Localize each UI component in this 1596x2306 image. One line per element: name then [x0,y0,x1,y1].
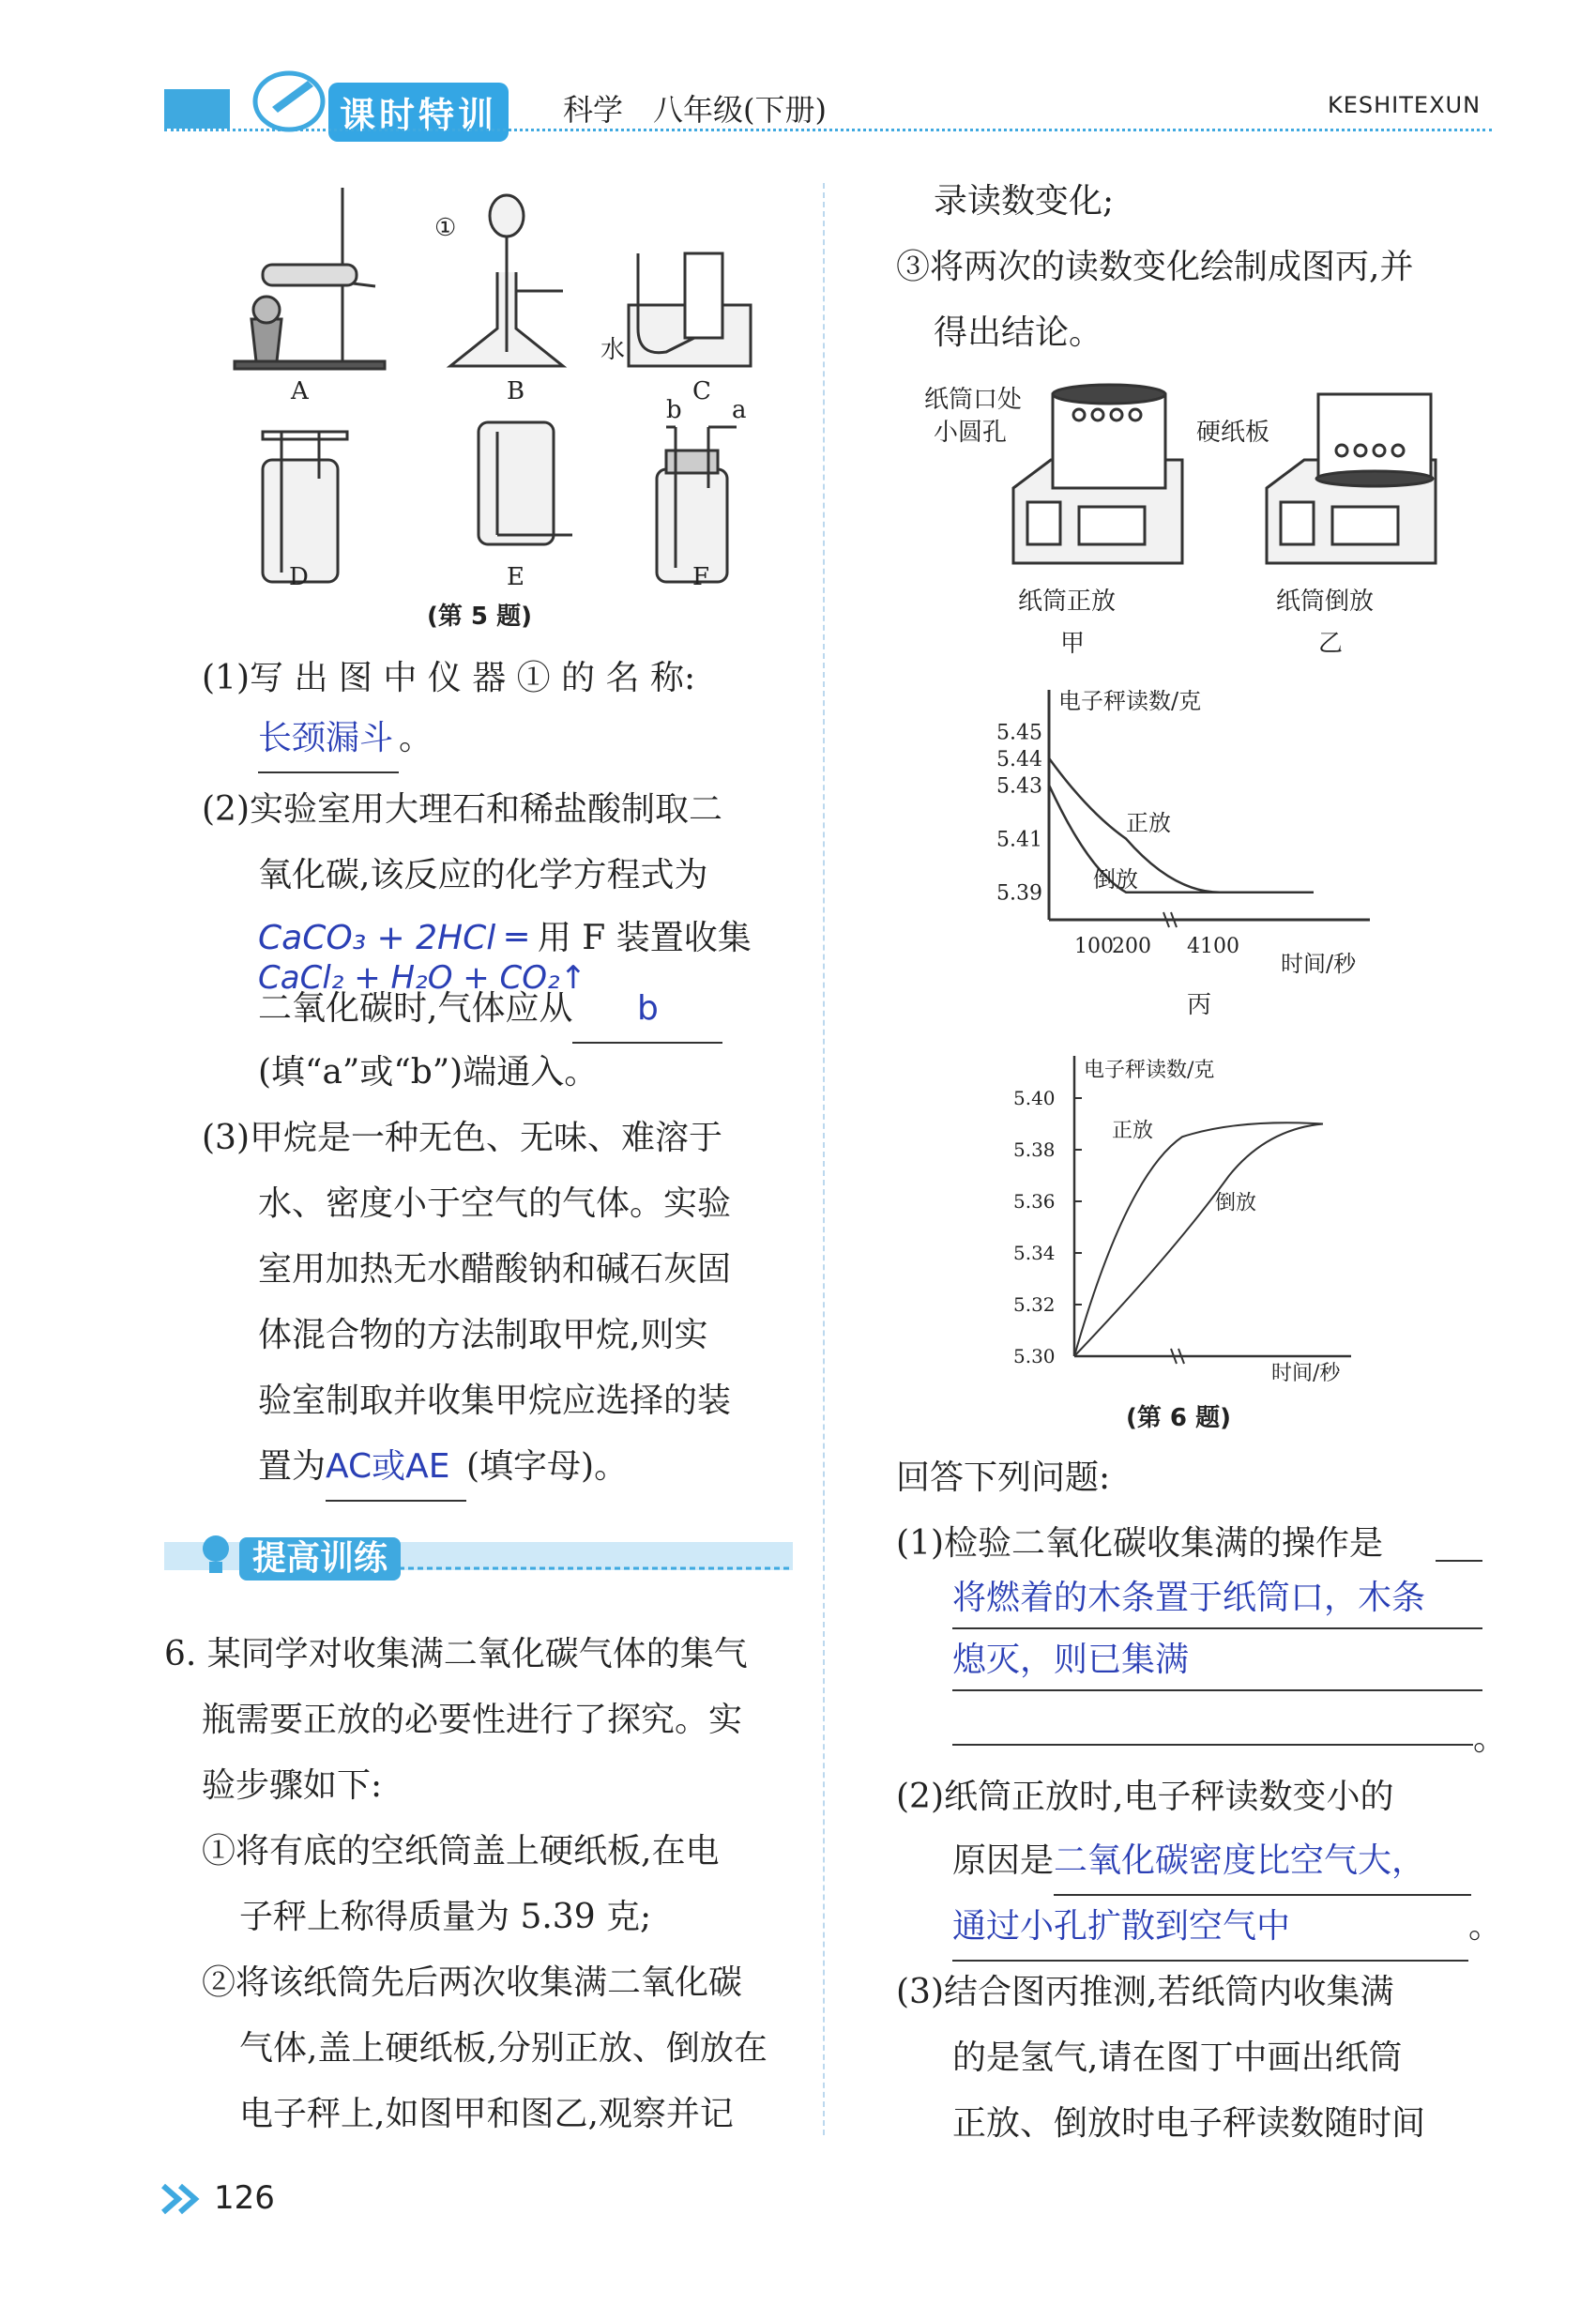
series-title: 课时特训 [328,83,509,142]
figure-scales [995,375,1482,582]
q5-part3-line4: 体混合物的方法制取甲烷,则实 [258,1316,708,1354]
q6-a2-period: 。 [1468,1907,1503,1946]
fig-yi-caption: 纸筒倒放 [1276,588,1375,616]
chart2-y-tick-1: 5.38 [1013,1138,1056,1161]
q6-step3-line2: 得出结论。 [934,313,1103,352]
q6-a1-answer-line2: 熄灭，则已集满 [952,1631,1482,1691]
label-f: F [692,563,710,591]
q5-part1-question: (1)写 出 图 中 仪 器 ① 的 名 称: [202,659,696,697]
figure-6-caption: (第 6 题) [1126,1404,1231,1432]
subject-grade: 科学 八年级(下册) [563,92,827,128]
q5-part1-period: 。 [399,719,433,757]
q5-part3-line2: 水、密度小于空气的气体。实验 [258,1184,732,1223]
q5-part3-prefix: 置为 [258,1447,327,1486]
chart2-y-tick-4: 5.32 [1013,1293,1056,1316]
chart2-y-tick-3: 5.34 [1013,1242,1056,1264]
q6-a2-answer-line2: 通过小孔扩散到空气中 [952,1894,1468,1962]
q6-step2-line4: 录读数变化; [934,182,1115,221]
q5-part3-suffix: (填字母)。 [466,1447,629,1486]
chart1-series-label-0: 正放 [1126,810,1171,836]
q6-a3-line1: (3)结合图丙推测,若纸筒内收集满 [896,1973,1394,2011]
q6-line1: 6. 某同学对收集满二氧化碳气体的集气 [164,1635,748,1673]
q6-a3-line3: 正放、倒放时电子秤读数随时间 [952,2104,1426,2143]
q5-part3-answer: AC或AE [326,1434,466,1502]
fig-bing-name: 丙 [1187,991,1212,1019]
q5-part2-line5: (填“a”或“b”)端通入。 [258,1053,599,1092]
fig-jia-label-line1: 纸筒口处 [924,386,1023,414]
chart1-y-tick-0: 5.45 [996,721,1042,745]
header-color-bar [164,89,230,129]
q6-a1-blank-line3 [952,1744,1473,1746]
q6-line3: 验步骤如下: [202,1766,383,1805]
chart2-series-line-0 [1074,1122,1323,1356]
q6-a1-question: (1)检验二氧化碳收集满的操作是 [896,1524,1383,1563]
chart-ding [1013,1046,1370,1394]
q6-step2-line3: 电子秤上,如图甲和图乙,观察并记 [239,2095,734,2133]
fig-yi-label: 硬纸板 [1196,419,1270,447]
chart2-y-tick-5: 5.30 [1013,1345,1056,1367]
chart2-y-label: 电子秤读数/克 [1084,1059,1215,1082]
q5-equation-part2: CaCl₂ + H₂O + CO₂↑ [258,959,587,997]
q6-a2-prefix: 原因是 [952,1841,1055,1880]
q5-part3-line5: 验室制取并收集甲烷应选择的装 [258,1382,732,1420]
water-label: 水 [600,336,626,364]
fig-yi-name: 乙 [1318,630,1344,658]
q6-step1-line1: ①将有底的空纸筒盖上硬纸板,在电 [202,1832,720,1871]
chart1-series-line-0 [1049,758,1314,893]
label-a: A [291,377,309,405]
series-latin: KESHITEXUN [1328,92,1482,118]
chart1-series-label-1: 倒放 [1093,866,1138,893]
q5-part2-line1: (2)实验室用大理石和稀盐酸制取二 [202,790,722,829]
q6-ask: 回答下列问题: [896,1458,1111,1497]
q5-part2-line2: 氧化碳,该反应的化学方程式为 [258,856,708,894]
q6-line2: 瓶需要正放的必要性进行了探究。实 [202,1701,743,1739]
lightbulb-icon [192,1530,239,1581]
chart2-series-label-1: 倒放 [1215,1191,1257,1215]
q6-a1-answer-line1: 将燃着的木条置于纸筒口，木条 [952,1569,1482,1629]
chart1-series-line-1 [1049,785,1314,892]
port-a-label: a [732,396,747,424]
fig-jia-name: 甲 [1060,630,1086,658]
q6-step2-line2: 气体,盖上硬纸板,分别正放、倒放在 [239,2029,768,2068]
chart1-y-label: 电子秤读数/克 [1058,688,1202,714]
series-logo-icon [244,62,338,137]
chart1-x-tick-0: 100 [1074,935,1114,958]
label-b: B [507,377,525,405]
chart2-y-tick-2: 5.36 [1013,1190,1056,1213]
chart1-x-tick-1: 200 [1112,935,1151,958]
chart2-y-tick-0: 5.40 [1013,1087,1056,1109]
chart2-x-label: 时间/秒 [1271,1362,1341,1385]
q5-part3-line1: (3)甲烷是一种无色、无味、难溶于 [202,1119,722,1157]
chart1-y-tick-1: 5.44 [996,747,1042,771]
figure-5-caption: (第 5 题) [427,603,532,631]
page-number: 126 [214,2179,275,2217]
header-divider [164,129,1492,131]
q5-equation-part1: CaCO₃ + 2HCl ═ [258,919,527,957]
chart-bing [995,671,1389,981]
q6-step1-line2: 子秤上称得质量为 5.39 克; [239,1898,652,1936]
a1-blank-tail [1436,1560,1482,1562]
double-chevron-icon [160,2182,206,2216]
chart1-x-label: 时间/秒 [1281,951,1357,977]
funnel-marker: ① [434,214,457,242]
q6-a2-question: (2)纸筒正放时,电子秤读数变小的 [896,1778,1394,1816]
q5-part2-line4: 二氧化碳时,气体应从 [258,989,573,1028]
q5-part3-line3: 室用加热无水醋酸钠和碱石灰固 [258,1250,732,1289]
port-b-label: b [666,396,682,424]
chart1-y-tick-2: 5.43 [996,774,1042,799]
q6-a1-period: 。 [1473,1719,1508,1758]
chart2-series-line-1 [1074,1124,1323,1357]
q6-a2-answer-line1: 二氧化碳密度比空气大， [1054,1828,1471,1896]
section-title: 提高训练 [239,1537,401,1581]
q5-part2-answer: b [572,976,722,1044]
column-divider [823,183,825,2135]
label-d: D [289,563,309,591]
chart1-y-tick-4: 5.39 [996,881,1042,906]
q5-part2-line3: 用 F 装置收集 [537,919,752,957]
chart1-y-tick-3: 5.41 [996,828,1042,852]
q6-step3-line1: ③将两次的读数变化绘制成图丙,并 [896,248,1414,286]
chart2-series-label-0: 正放 [1112,1119,1154,1143]
q6-a3-line2: 的是氢气,请在图丁中画出纸筒 [952,2039,1403,2077]
fig-jia-caption: 纸筒正放 [1018,588,1117,616]
label-e: E [507,563,524,591]
q5-part1-answer: 长颈漏斗 [258,706,399,773]
chart1-x-tick-2: 4100 [1187,935,1239,958]
fig-jia-label-line2: 小圆孔 [934,419,1008,447]
label-c: C [692,377,711,405]
q6-step2-line1: ②将该纸筒先后两次收集满二氧化碳 [202,1963,743,2002]
